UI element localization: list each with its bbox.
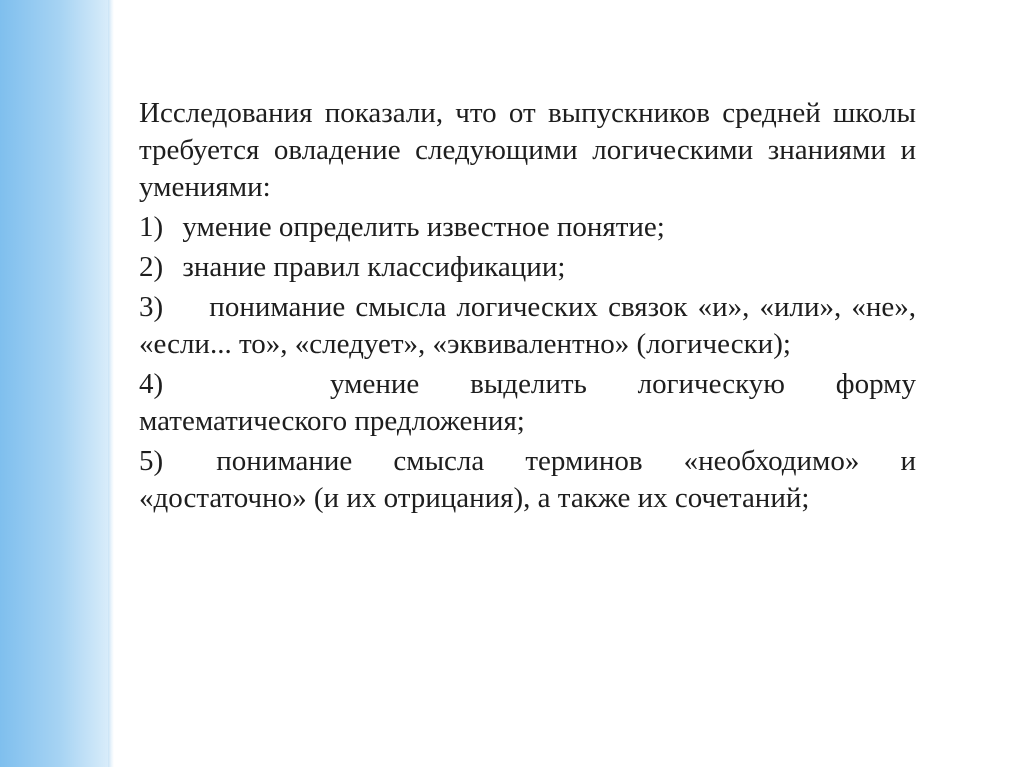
item-text: умение выделить логическую форму математического предложения; [139,368,917,437]
item-text: понимание смысла логических связок «и», «или», «не», «если... то», «следует», «эквивалентно» (логически); [139,291,917,360]
item-number: 1) [139,211,164,243]
item-text: знание правил классификации; [182,251,566,283]
list-item-5 [139,443,916,517]
slide-text [139,95,916,520]
item-text: умение определить известное понятие; [182,211,665,243]
decorative-sidebar [0,0,108,767]
intro-paragraph: Исследования показали, что от выпускников средней школы требуется овладение следующими логическими знаниями и умениями: [139,97,916,203]
list-item-4 [139,366,916,440]
list-item-2 [139,249,916,286]
list-item-1 [139,209,916,246]
sidebar-edge [108,0,114,767]
list-item-3 [139,289,916,363]
item-number: 4) [139,368,164,400]
item-number: 3) [139,291,164,323]
item-text: понимание смысла терминов «необходимо» и «достаточно» (и их отрицания), а также их сочетаний; [139,445,916,514]
item-number: 2) [139,251,164,283]
item-number: 5) [139,445,164,477]
